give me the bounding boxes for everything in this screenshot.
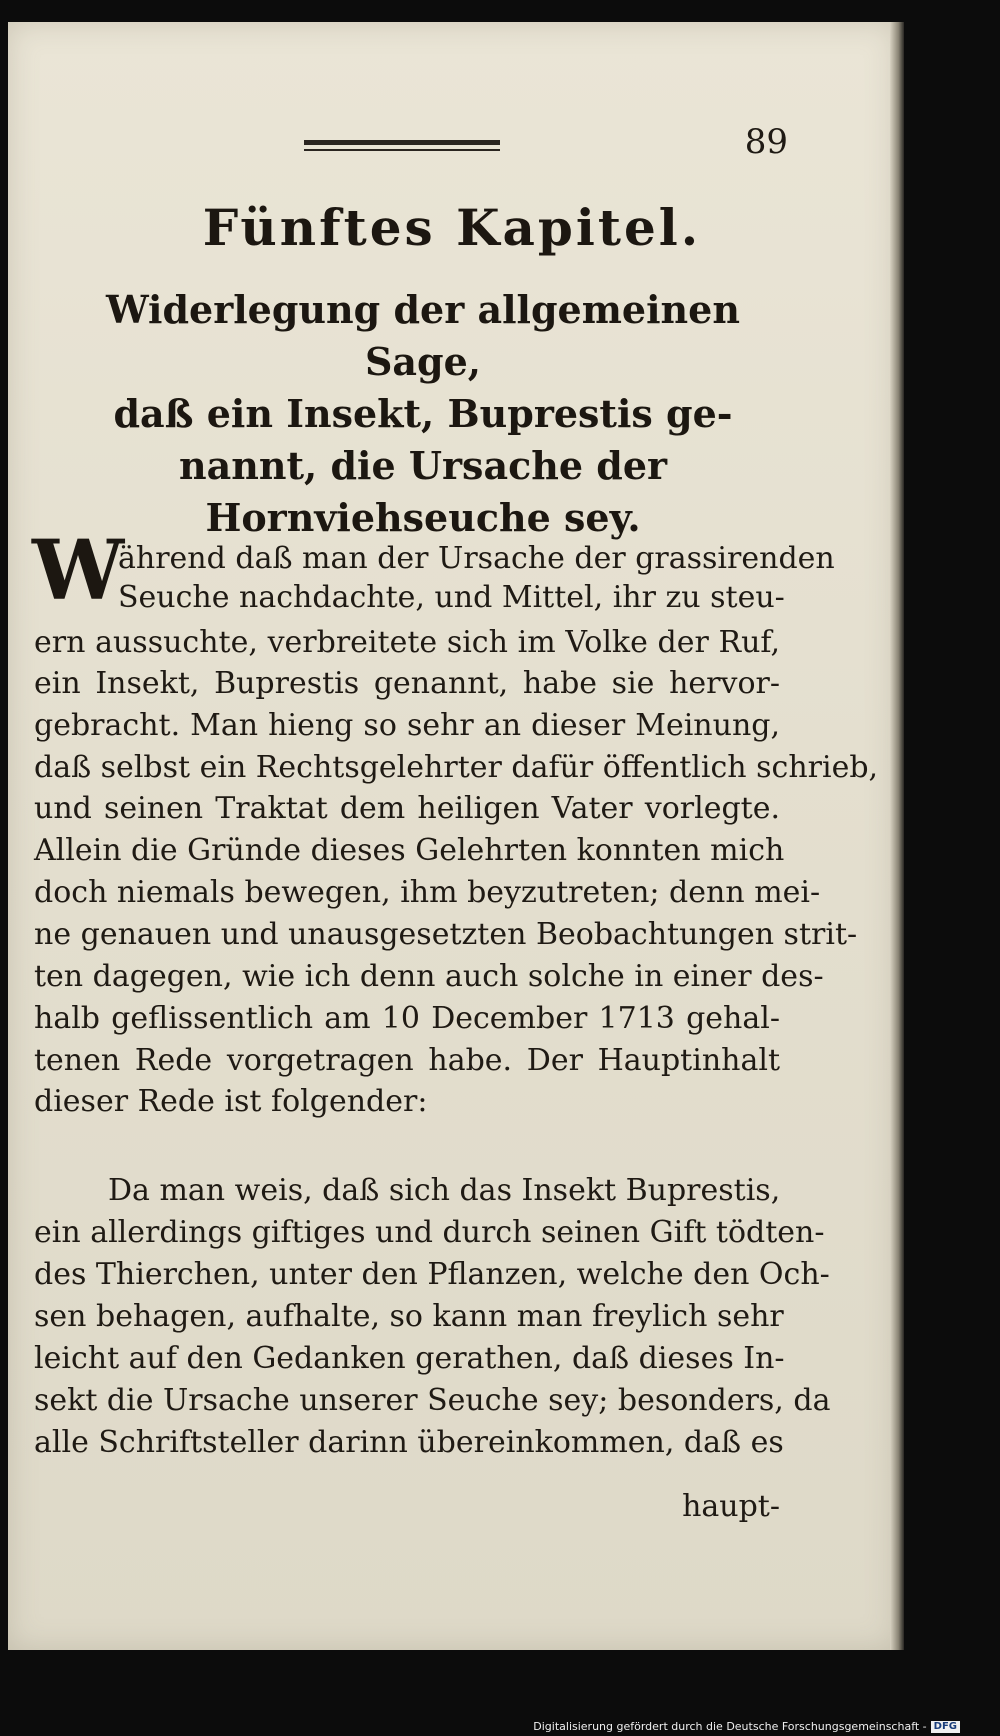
text-line: alle Schriftsteller darinn übereinkommen, daß es [34, 1425, 784, 1460]
text-line: ern aussuchte, verbreitete sich im Volke der Ruf, [34, 625, 780, 660]
text-line: Da man weis, daß sich das Insekt Buprestis, [108, 1173, 781, 1208]
subtitle-line: Widerlegung der allgemeinen Sage, [106, 287, 740, 384]
text-line: des Thierchen, unter den Pflanzen, welche den Och- [34, 1257, 830, 1292]
text-line: sen behagen, aufhalte, so kann man freylich sehr [34, 1299, 784, 1334]
text-line: sekt die Ursache unserer Seuche sey; besonders, da [34, 1383, 831, 1418]
subtitle-line: daß ein Insekt, Buprestis ge- [113, 391, 733, 436]
footer-credit [533, 1720, 960, 1733]
text-line: doch niemals bewegen, ihm beyzutreten; denn mei- [34, 875, 821, 910]
text-line: ne genauen und unausgesetzten Beobachtungen strit- [34, 917, 858, 952]
book-page [8, 22, 896, 1650]
text-line: dieser Rede ist folgender: [34, 1084, 428, 1119]
dfg-logo: DFG [931, 1721, 960, 1733]
text-line: ährend daß man der Ursache der grassirenden [118, 541, 835, 576]
text-line: ein allerdings giftiges und durch seinen Gift tödten- [34, 1215, 825, 1250]
text-line: leicht auf den Gedanken gerathen, daß dieses In- [34, 1341, 785, 1376]
subtitle-line: nannt, die Ursache der [178, 443, 668, 488]
text-line: gebracht. Man hieng so sehr an dieser Meinung, [34, 708, 780, 743]
text-line: halb geflissentlich am 10 December 1713 gehal- [34, 1001, 780, 1036]
text-line: daß selbst ein Rechtsgelehrter dafür öffentlich schrieb, [34, 750, 879, 785]
catchword: haupt- [682, 1489, 780, 1524]
text-line: Seuche nachdachte, und Mittel, ihr zu steu- [118, 580, 785, 615]
text-line: Allein die Gründe dieses Gelehrten konnten mich [34, 833, 785, 868]
header-rule-thin [304, 149, 500, 151]
header-rule [304, 140, 500, 145]
text-line: tenen Rede vorgetragen habe. Der Hauptinhalt [34, 1043, 780, 1078]
chapter-title: Fünftes Kapitel. [202, 198, 702, 257]
text-line: und seinen Traktat dem heiligen Vater vorlegte. [34, 791, 780, 826]
footer-text: Digitalisierung gefördert durch die Deutsche Forschungsgemeinschaft - [533, 1720, 927, 1733]
chapter-subtitle [68, 284, 778, 544]
page-number: 89 [744, 122, 788, 162]
drop-cap: W [32, 523, 125, 619]
subtitle-line: Hornviehseuche sey. [205, 495, 641, 540]
text-line: ein Insekt, Buprestis genannt, habe sie hervor- [34, 666, 780, 701]
text-line: ten dagegen, wie ich denn auch solche in einer des- [34, 959, 824, 994]
